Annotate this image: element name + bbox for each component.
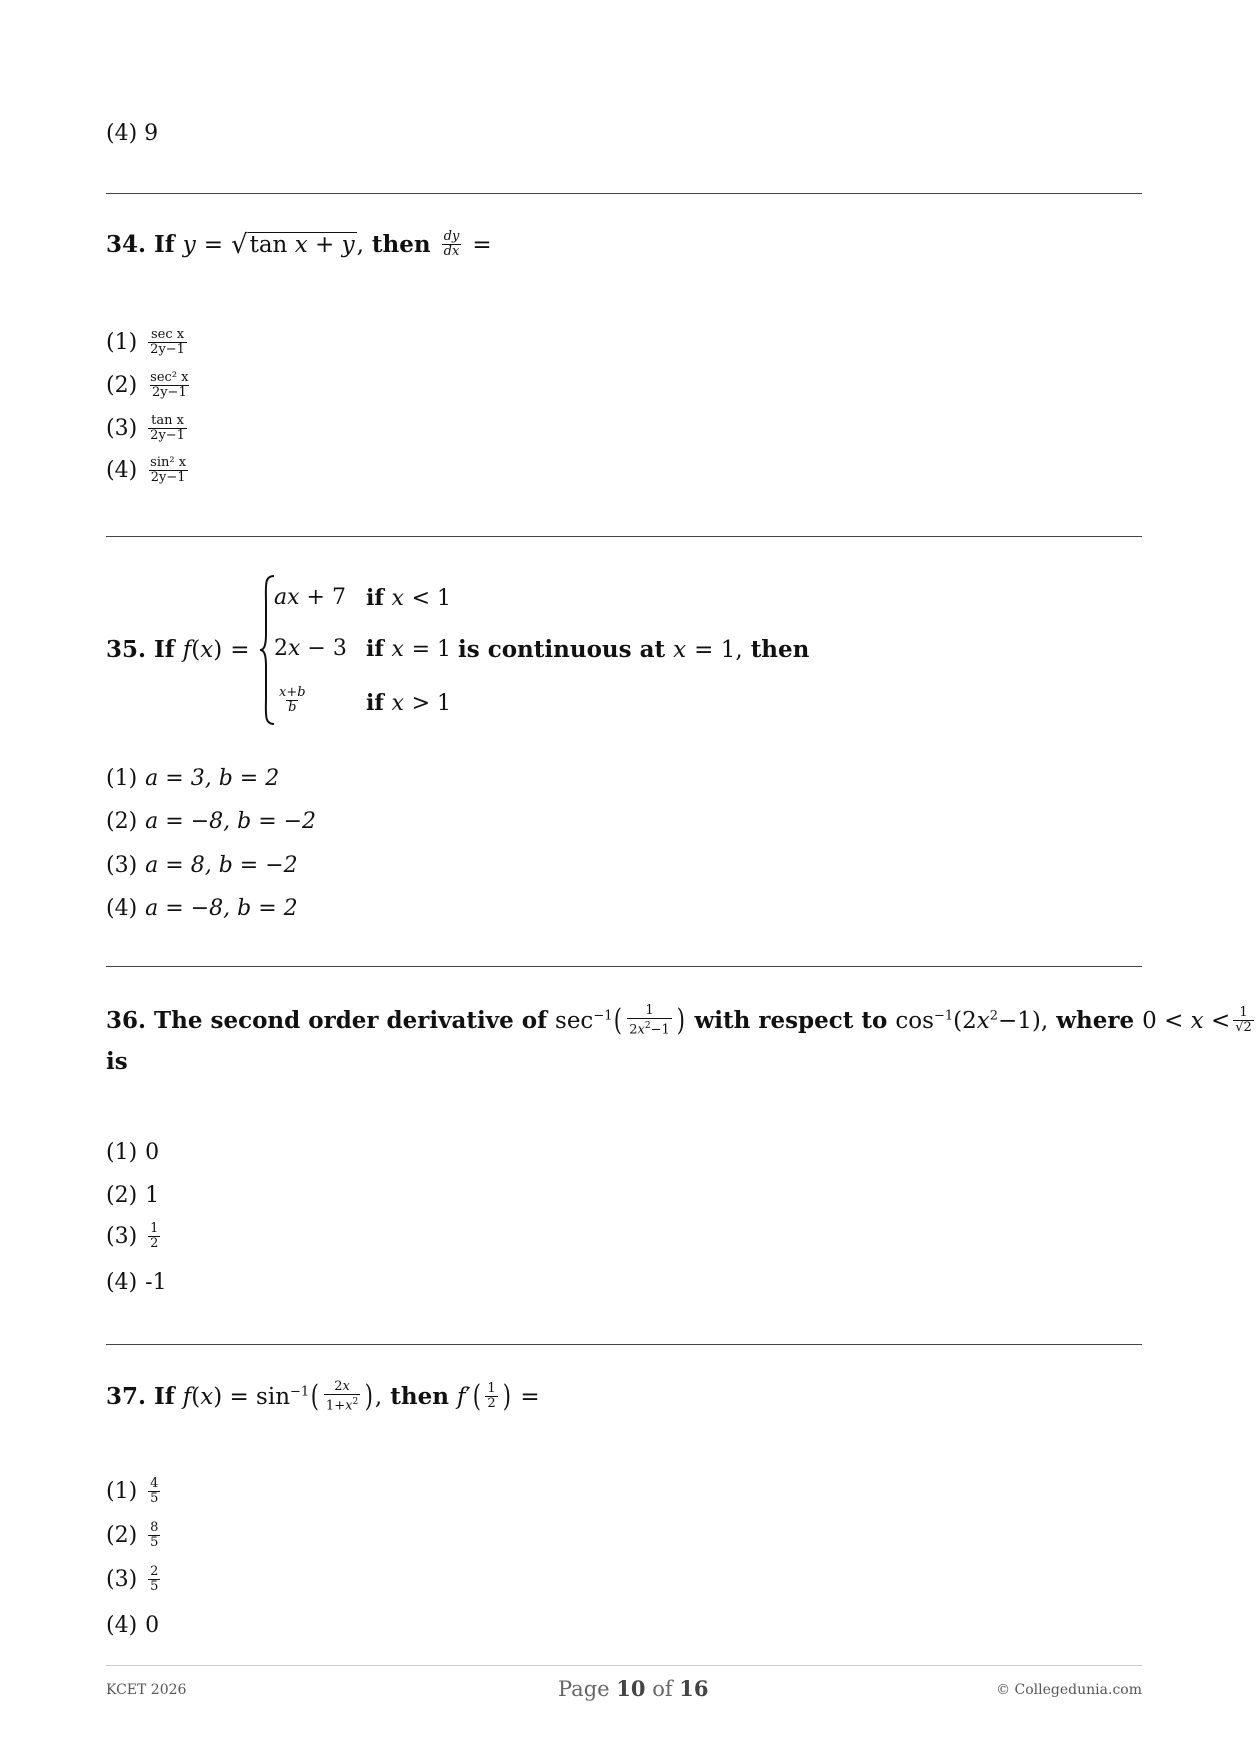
footer-copyright[interactable]: © Collegedunia.com <box>996 1682 1142 1698</box>
prev-option: (4) 9 <box>106 121 159 146</box>
option-4[interactable]: (4) -1 <box>106 1270 167 1295</box>
question-36-continued: is <box>106 1048 128 1075</box>
divider <box>106 193 1142 194</box>
case-1-cond: if x < 1 <box>366 585 452 611</box>
option-3[interactable]: (3) a = 8, b = −2 <box>106 853 298 878</box>
case-3-expr: $\frac{x+b}{b}$ <box>279 685 306 715</box>
option-2[interactable]: (2) a = −8, b = −2 <box>106 809 317 834</box>
option-4[interactable]: (4) a = −8, b = 2 <box>106 896 298 921</box>
footer-exam-name: KCET 2026 <box>106 1682 187 1698</box>
case-2-cond: if x = 1 <box>366 636 452 662</box>
option-3[interactable]: (3) $\frac{\text{tan x}}{2y-1}$ <box>106 413 185 443</box>
option-3[interactable]: (3) $\frac{2}{5}$ <box>106 1564 159 1594</box>
option-3[interactable]: (3) $\frac{1}{2}$ <box>106 1221 159 1251</box>
divider <box>106 966 1142 967</box>
option-2[interactable]: (2) 1 <box>106 1183 160 1208</box>
divider <box>106 1344 1142 1345</box>
question-number: 36. <box>106 1007 147 1035</box>
option-1[interactable]: (1) $\frac{4}{5}$ <box>106 1476 159 1506</box>
option-1[interactable]: (1) $\frac{\text{sec x}}{2y-1}$ <box>106 327 185 357</box>
question-37: 37. If f ( x ) = $\sin^{-1}$ ( $\frac{2x}{1+x^2}$ ) , then f ′ ( $\frac{1}{2}$ ) = <box>106 1378 540 1414</box>
question-34: 34. If y = √ tan x + y , then $\frac{dy}{dx}$ = <box>106 229 492 260</box>
option-4[interactable]: (4) 0 <box>106 1613 160 1638</box>
option-2[interactable]: (2) $\frac{8}{5}$ <box>106 1520 159 1550</box>
question-35: 35. If f ( x ) = <box>106 636 250 663</box>
footer-divider <box>106 1665 1142 1666</box>
option-1[interactable]: (1) a = 3, b = 2 <box>106 766 280 791</box>
document-page <box>106 0 1252 1754</box>
case-1-expr: ax + 7 <box>274 585 346 610</box>
question-36: 36. The second order derivative of $\sec^{-1}$ ( $\frac{1}{2x^2-1}$ ) with respect to $\cos^{-1}(2x^2-1)$, where 0 < x < $\frac{1}{√2}$ <box>106 1002 1252 1038</box>
option-1[interactable]: (1) 0 <box>106 1140 160 1165</box>
option-4[interactable]: (4) $\frac{\text{sin² x}}{2y-1}$ <box>106 455 187 485</box>
question-number: 34. <box>106 231 147 258</box>
case-3-cond: if x > 1 <box>366 690 452 716</box>
divider <box>106 536 1142 537</box>
option-2[interactable]: (2) $\frac{\text{sec² x}}{2y-1}$ <box>106 370 189 400</box>
page-number: Page 10 of 16 <box>558 1676 709 1701</box>
case-2-expr: 2x − 3 <box>274 636 347 661</box>
question-35-tail: is continuous at x = 1, then <box>458 636 810 663</box>
question-number: 37. <box>106 1383 147 1411</box>
sqrt-expression: √ tan x + y <box>231 230 355 260</box>
question-number: 35. <box>106 636 147 663</box>
